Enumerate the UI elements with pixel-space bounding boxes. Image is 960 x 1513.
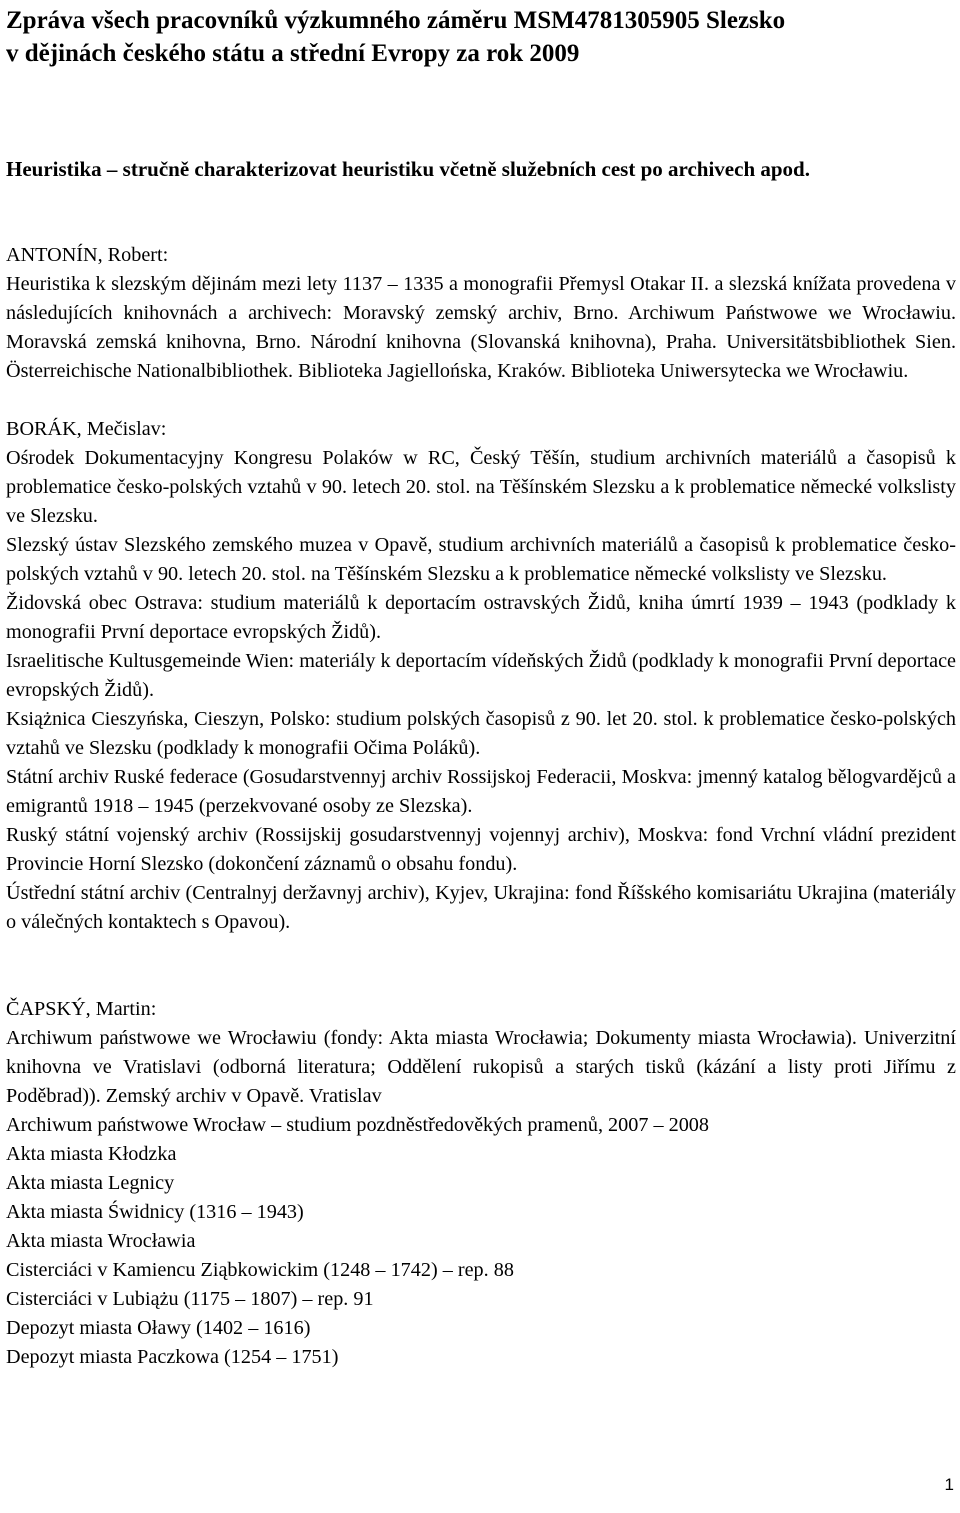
spacer — [6, 386, 956, 415]
paragraph: Książnica Cieszyńska, Cieszyn, Polsko: studium polských časopisů z 90. let 20. stol. k problematice česko-polských vztahů ve Slezsku (podklady k monografii Očima Poláků). — [6, 708, 956, 759]
title-line-1: Zpráva všech pracovníků výzkumného záměru MSM4781305905 Slezsko — [6, 7, 786, 34]
list-item: Cisterciáci v Kamiencu Ziąbkowickim (1248 – 1742) – rep. 88 — [6, 1259, 514, 1281]
list-item: Akta miasta Świdnicy (1316 – 1943) — [6, 1201, 304, 1223]
list-item: Akta miasta Kłodzka — [6, 1143, 177, 1165]
paragraph: Ústřední státní archiv (Centralnyj deržavnyj archiv), Kyjev, Ukrajina: fond Říšského komisariátu Ukrajina (materiály o válečných kontaktech s Opavou). — [6, 882, 956, 933]
list-item: Archiwum państwowe Wrocław – studium pozdněstředověkých pramenů, 2007 – 2008 — [6, 1114, 709, 1136]
spacer — [6, 937, 956, 995]
author-text-antonin: Heuristika k slezským dějinám mezi lety 1137 – 1335 a monografii Přemysl Otakar II. a slezská knížata provedena v následujících knihovnách a archivech: Moravský zemský archiv, Brno. Archiwum Państwowe we Wrocławiu. Moravská zemská knihovna, Brno. Národní knihovna (Slovanská knihovna), Praha. Universitätsbibliothek Sien. Österreichische Nationalbibliothek. Biblioteka Jagiellońska, Kraków. Biblioteka Uniwersytecka we Wrocławiu. — [6, 273, 956, 382]
author-intro-capsky: Archiwum państwowe we Wrocławiu (fondy: Akta miasta Wrocławia; Dokumenty miasta Wrocławia). Univerzitní knihovna ve Vratislavi (odborná literatura; Oddělení rukopisů a starých tisků (kázání a listy proti Jiřímu z Poděbrad)). Zemský archiv v Opavě. Vratislav — [6, 1027, 956, 1107]
document-page — [6, 0, 956, 1368]
paragraph: Ośrodek Dokumentacyjny Kongresu Polaków w RC, Český Těšín, studium archivních materiálů a časopisů k problematice česko-polských vztahů v 90. letech 20. stol. na Těšínském Slezsku a k problematice německé volkslisty ve Slezsku. — [6, 447, 956, 527]
list-item: Akta miasta Legnicy — [6, 1172, 175, 1194]
paragraph: Židovská obec Ostrava: studium materiálů k deportacím ostravských Židů, kniha úmrtí 1939 – 1943 (podklady k monografii První deportace evropských Židů). — [6, 592, 956, 643]
list-item: Cisterciáci v Lubiążu (1175 – 1807) – rep. 91 — [6, 1288, 374, 1310]
document-body — [6, 241, 956, 1372]
list-item: Akta miasta Wrocławia — [6, 1230, 196, 1252]
author-name-antonin: ANTONÍN, Robert: — [6, 244, 169, 266]
section-heading: Heuristika – stručně charakterizovat heuristiku včetně služebních cest po archivech apod. — [6, 157, 810, 181]
list-item: Depozyt miasta Paczkowa (1254 – 1751) — [6, 1346, 339, 1368]
report-title — [6, 0, 956, 70]
title-line-2: v dějinách českého státu a střední Evropy za rok 2009 — [6, 40, 580, 67]
paragraph: Slezský ústav Slezského zemského muzea v Opavě, studium archivních materiálů a časopisů k problematice česko-polských vztahů v 90. letech 20. stol. na Těšínském Slezsku a k problematice německé volkslisty ve Slezsku. — [6, 534, 956, 585]
page-number: 1 — [944, 1475, 954, 1494]
author-name-capsky: ČAPSKÝ, Martin: — [6, 998, 157, 1020]
paragraph: Ruský státní vojenský archiv (Rossijskij gosudarstvennyj vojennyj archiv), Moskva: fond Vrchní vládní prezident Provincie Horní Slezsko (dokončení záznamů o obsahu fondu). — [6, 824, 956, 875]
paragraph: Israelitische Kultusgemeinde Wien: materiály k deportacím vídeňských Židů (podklady k monografii První deportace evropských Židů). — [6, 650, 956, 701]
list-item: Depozyt miasta Oławy (1402 – 1616) — [6, 1317, 311, 1339]
author-name-borak: BORÁK, Mečislav: — [6, 418, 167, 440]
paragraph: Státní archiv Ruské federace (Gosudarstvennyj archiv Rossijskoj Federacii, Moskva: jmenný katalog bělogvardějců a emigrantů 1918 – 1945 (perzekvované osoby ze Slezska). — [6, 766, 956, 817]
